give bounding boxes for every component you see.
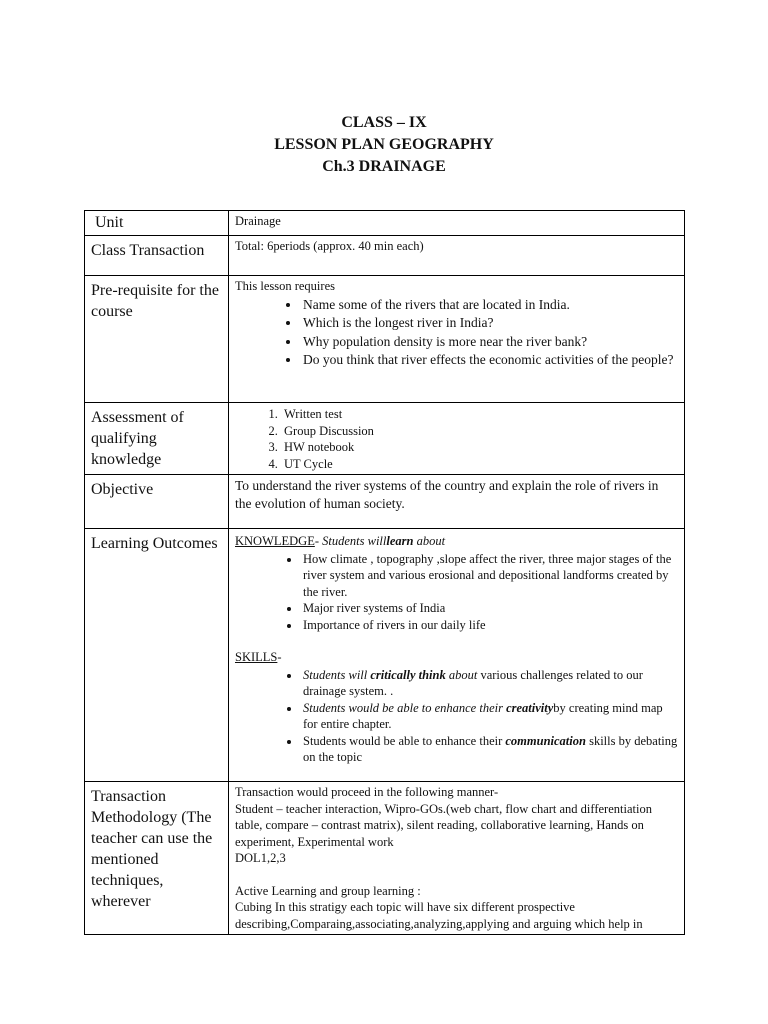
label-learning-outcomes: Learning Outcomes bbox=[85, 529, 229, 782]
row-prerequisite bbox=[85, 276, 685, 403]
row-objective bbox=[85, 475, 685, 529]
list-item: • Name some of the rivers that are located in India. bbox=[301, 296, 678, 315]
spacer bbox=[235, 633, 678, 649]
knowledge-dash: - bbox=[314, 534, 323, 548]
knowledge-intro: Students will bbox=[322, 534, 387, 548]
skill2-part-b: creativity bbox=[506, 700, 554, 715]
value-transaction-methodology bbox=[229, 782, 685, 935]
label-transaction-methodology: Transaction Methodology (The teacher can use the mentioned techniques, wherever bbox=[85, 782, 229, 935]
list-item: • Major river systems of India bbox=[301, 600, 678, 617]
value-prerequisite bbox=[229, 276, 685, 403]
title-chapter: Ch.3 DRAINAGE bbox=[322, 158, 446, 175]
methodology-line: Transaction would proceed in the following manner- bbox=[235, 785, 499, 799]
skill3-part-a: Students would be able to enhance their bbox=[303, 733, 506, 748]
label-objective: Objective bbox=[85, 475, 229, 529]
list-item: • Do you think that river effects the economic activities of the people? bbox=[301, 351, 678, 370]
list-item: 2. Group Discussion bbox=[281, 423, 678, 440]
row-assessment bbox=[85, 403, 685, 475]
skill1-part-a: Students will bbox=[303, 667, 371, 682]
document-title bbox=[0, 112, 768, 178]
skill2-part-c: by creating mind map for entire chapter. bbox=[303, 700, 663, 731]
list-item: 1. Written test bbox=[281, 406, 678, 423]
lesson-plan-table bbox=[84, 210, 685, 935]
skills-heading: SKILLS bbox=[235, 650, 278, 664]
label-assessment: Assessment of qualifying knowledge bbox=[85, 403, 229, 475]
row-learning-outcomes bbox=[85, 529, 685, 782]
value-class-transaction: Total: 6periods (approx. 40 min each) bbox=[229, 236, 685, 276]
prerequisite-intro: This lesson requires bbox=[235, 279, 335, 293]
skill3-part-c: skills by debating on the topic bbox=[303, 733, 678, 764]
list-item: • Importance of rivers in our daily life bbox=[301, 617, 678, 634]
value-objective: To understand the river systems of the country and explain the role of rivers in the evolution of human society. bbox=[229, 475, 685, 529]
skills-dash: - bbox=[277, 650, 282, 664]
methodology-line: Cubing In this stratigy each topic will have six different prospective describing,Comparaing,associating,analyzing,applying and arguing which help in bbox=[235, 900, 643, 931]
skill1-part-d: various challenges related to our drainage system. . bbox=[303, 667, 643, 698]
label-prerequisite: Pre-requisite for the course bbox=[85, 276, 229, 403]
list-item: • Why population density is more near the river bank? bbox=[301, 333, 678, 352]
list-item: • How climate , topography ,slope affect the river, three major stages of the river system and various erosional and depositional landforms created by the river. bbox=[301, 551, 678, 601]
methodology-line: DOL1,2,3 bbox=[235, 851, 286, 865]
skill1-part-c: about bbox=[445, 667, 478, 682]
methodology-line: Active Learning and group learning : bbox=[235, 883, 421, 898]
label-unit: Unit bbox=[85, 211, 229, 236]
row-unit bbox=[85, 211, 685, 236]
skill1-part-b: critically think bbox=[370, 667, 446, 682]
label-class-transaction: Class Transaction bbox=[85, 236, 229, 276]
methodology-line: Student – teacher interaction, Wipro-GOs.(web chart, flow chart and differentiation table, compare – contrast matrix), silent reading, collaborative learning, Hands on experiment, Experimental work bbox=[235, 801, 652, 849]
value-learning-outcomes bbox=[229, 529, 685, 782]
knowledge-heading-line bbox=[235, 533, 678, 550]
list-item bbox=[301, 700, 678, 733]
value-assessment bbox=[229, 403, 685, 475]
prerequisite-list bbox=[235, 296, 678, 370]
list-item bbox=[301, 733, 678, 766]
knowledge-intro-about: about bbox=[413, 534, 446, 548]
list-item: • Which is the longest river in India? bbox=[301, 314, 678, 333]
spacer bbox=[235, 867, 678, 883]
skills-list bbox=[235, 667, 678, 766]
value-unit: Drainage bbox=[229, 211, 685, 236]
list-item bbox=[301, 667, 678, 700]
list-item: 4. UT Cycle bbox=[281, 456, 678, 473]
knowledge-intro-learn: learn bbox=[386, 534, 414, 548]
title-lesson-plan: LESSON PLAN GEOGRAPHY bbox=[274, 136, 494, 153]
skill2-part-a: Students would be able to enhance their bbox=[303, 700, 507, 715]
row-class-transaction bbox=[85, 236, 685, 276]
list-item: 3. HW notebook bbox=[281, 439, 678, 456]
knowledge-heading: KNOWLEDGE bbox=[235, 534, 315, 548]
title-class: CLASS – IX bbox=[341, 114, 427, 131]
assessment-list bbox=[235, 406, 678, 472]
skills-heading-line bbox=[235, 649, 678, 666]
row-transaction-methodology bbox=[85, 782, 685, 935]
knowledge-list bbox=[235, 551, 678, 634]
skill3-part-b: communication bbox=[505, 733, 586, 748]
